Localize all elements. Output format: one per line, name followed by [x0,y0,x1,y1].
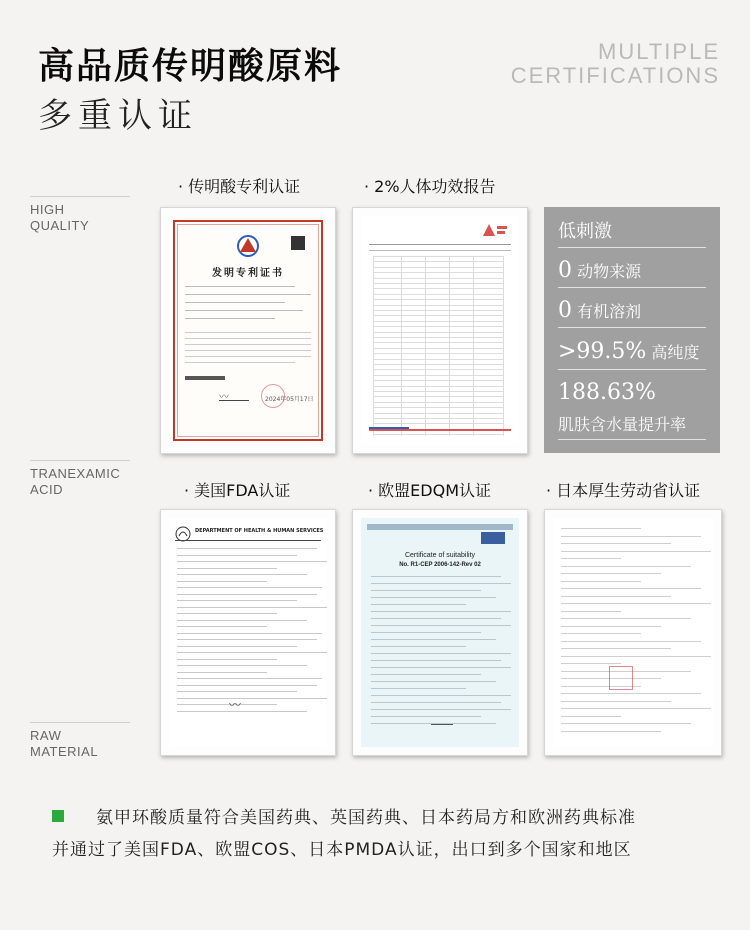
edqm-heading: Certificate of suitability [404,552,476,559]
lab-logo-icon [479,222,509,238]
table-row [373,396,503,397]
side-label-quality: QUALITY [30,218,90,233]
table-column [449,256,450,436]
text-line [371,646,466,647]
table-column [373,256,374,436]
text-line [371,702,501,703]
table-row [373,418,503,419]
side-label-tranexamic: TRANEXAMIC [30,466,121,481]
text-line [561,603,711,604]
text-line [371,674,481,675]
table-row [373,434,503,435]
signature-icon: 〰 [229,698,242,712]
table-row [373,288,503,289]
table-row [373,310,503,311]
text-line [561,716,621,717]
text-line [561,596,671,597]
edqm-number: No. R1-CEP 2006-142-Rev 02 [399,562,481,568]
text-line [177,561,327,562]
text-line [371,611,511,612]
text-line [177,698,327,699]
feature-hydration-value: 188.63% [558,380,656,405]
efficacy-report[interactable] [352,207,528,454]
qr-code-icon [291,236,305,250]
table-row [373,402,503,403]
table-row [373,332,503,333]
text-line [371,660,501,661]
table-column [401,256,402,436]
text-line [561,693,701,694]
text-line [371,604,466,605]
feature-purity: >99.5% 高纯度 [558,335,706,370]
table-row [373,391,503,392]
table-row [373,342,503,343]
text-line [177,685,317,686]
caption-efficacy: · 2%人体功效报告 [364,177,496,196]
text-line [561,588,701,589]
text-line [177,548,317,549]
text-line [371,576,501,577]
bullet-icon [52,810,64,822]
table-column [503,256,504,436]
table-row [373,272,503,273]
japan-certificate[interactable] [544,509,722,756]
feature-no-animal: 0 动物来源 [558,255,706,288]
caption-japan: · 日本厚生劳动省认证 [546,481,701,500]
text-line [177,587,322,588]
caption-fda: · 美国FDA认证 [184,481,291,500]
en-heading-line1: MULTIPLE [598,39,720,64]
text-line [177,581,267,582]
en-heading-line2: CERTIFICATIONS [510,63,720,88]
caption-edqm: · 欧盟EDQM认证 [368,481,492,500]
table-row [373,386,503,387]
text-line [177,594,317,595]
text-line [371,709,511,710]
text-line [371,597,496,598]
text-line [561,528,641,529]
text-line [371,625,511,626]
divider [30,196,130,197]
text-line [561,573,661,574]
text-line [371,695,511,696]
text-line [561,558,621,559]
text-line [177,626,267,627]
table-row [373,294,503,295]
text-line [561,663,621,664]
caption-patent: · 传明酸专利认证 [178,177,301,196]
table-row [373,283,503,284]
signature-icon [431,714,453,725]
text-line [371,716,481,717]
text-line [371,632,481,633]
table-row [373,423,503,424]
table-row [373,278,503,279]
divider [30,460,130,461]
table-row [373,321,503,322]
seal-icon [261,384,285,408]
eu-flag-icon [481,532,505,544]
side-label-acid: ACID [30,482,64,497]
patent-date: 2024年05月17日 [265,396,314,403]
text-line [561,536,701,537]
table-row [373,337,503,338]
table-row [373,256,503,257]
text-line [561,626,661,627]
table-row [373,348,503,349]
patent-certificate[interactable] [160,207,336,454]
table-column [473,256,474,436]
text-line [177,633,322,634]
text-line [371,653,511,654]
text-line [177,555,297,556]
text-line [177,672,267,673]
page-subtitle: 多重认证 [38,96,198,136]
text-line [371,590,481,591]
text-line [561,618,691,619]
table-row [373,364,503,365]
feature-low-irritation: 低刺激 [558,217,706,248]
text-line [177,646,297,647]
table-row [373,326,503,327]
text-line [177,652,327,653]
features-panel [544,207,720,453]
text-line [177,574,307,575]
text-line [561,731,661,732]
signature-icon: 〰 [219,388,249,401]
text-line [561,633,641,634]
table-row [373,315,503,316]
text-line [177,607,327,608]
text-line [371,583,511,584]
side-label-material: MATERIAL [30,744,99,759]
feature-no-solvent: 0 有机溶剂 [558,295,706,328]
table-row [373,299,503,300]
seal-icon [609,666,633,690]
side-label-high: HIGH [30,202,65,217]
text-line [177,613,277,614]
text-line [561,551,711,552]
divider [30,722,130,723]
text-line [561,723,691,724]
table-row [373,375,503,376]
patent-heading: 发明专利证书 [212,268,284,279]
table-row [373,369,503,370]
text-line [177,691,297,692]
fda-heading: DEPARTMENT OF HEALTH & HUMAN SERVICES [195,528,324,534]
text-line [177,620,307,621]
text-line [177,678,322,679]
text-line [371,667,511,668]
footer-line-1: 氨甲环酸质量符合美国药典、英国药典、日本药局方和欧洲药典标准 [96,808,636,828]
text-line [561,656,711,657]
table-column [425,256,426,436]
text-line [561,648,671,649]
text-line [561,641,701,642]
text-line [561,581,641,582]
fda-certificate[interactable] [160,509,336,756]
table-row [373,380,503,381]
text-line [177,665,307,666]
text-line [177,711,307,712]
text-line [371,681,496,682]
table-row [373,413,503,414]
footer-line-2: 并通过了美国FDA、欧盟COS、日本PMDA认证，出口到多个国家和地区 [52,840,632,860]
text-line [177,659,277,660]
text-line [177,600,297,601]
text-line [561,611,621,612]
text-line [561,566,691,567]
table-row [373,305,503,306]
patent-logo-icon [231,234,265,258]
text-line [561,708,711,709]
text-line [371,639,496,640]
page-title: 高品质传明酸原料 [38,46,343,87]
table-row [373,407,503,408]
text-line [371,618,501,619]
text-line [177,568,277,569]
text-line [561,701,671,702]
table-row [373,261,503,262]
table-row [373,353,503,354]
text-line [561,543,671,544]
edqm-certificate[interactable] [352,509,528,756]
footer-line [369,429,511,431]
text-line [371,688,466,689]
text-line [177,639,317,640]
footer-line [369,427,409,429]
feature-hydration-label: 肌肤含水量提升率 [558,411,706,440]
text-line [177,704,277,705]
table-row [373,359,503,360]
side-label-raw: RAW [30,728,62,743]
table-row [373,267,503,268]
